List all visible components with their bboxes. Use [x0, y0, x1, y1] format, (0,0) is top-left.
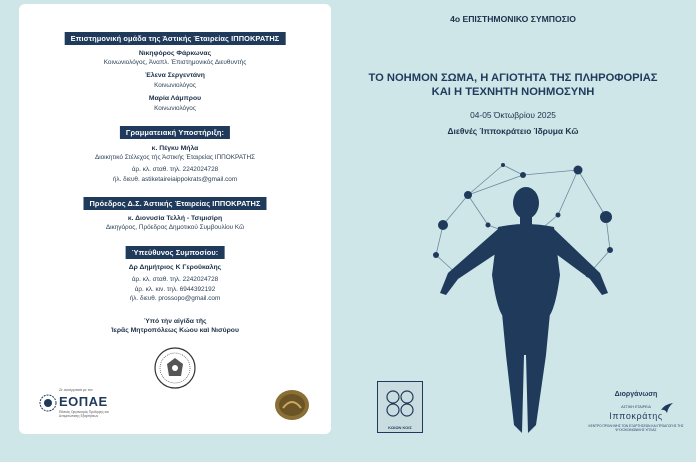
title-line1: ΤΟ ΝΟΗΜΟΝ ΣΩΜΑ, Η ΑΓΙΟΤΗΤΑ ΤΗΣ ΠΛΗΡΟΦΟΡΙΑΣ — [368, 72, 658, 84]
event-dates: 04-05 Όκτωβρίου 2025 — [470, 110, 556, 120]
secretariat-email: ήλ. διευθ. astiketaireiaippokrats@gmail.com — [112, 176, 238, 183]
eopae-label: Σε συνεργασία με τον — [59, 388, 93, 392]
organizer-subtitle: ΚΕΝΤΡΟ ΠΡΟΛΗΨΗΣ ΤΩΝ ΕΞΑΡΤΗΣΕΩΝ ΚΑΙ ΠΡΟΑΓΩΓΗΣ ΤΗΣ ΨΥΧΟΚΟΙΝΩΝΙΚΗΣ ΥΓΕΙΑΣ — [588, 424, 684, 432]
eopae-name: ΕΟΠΑΕ — [59, 394, 108, 409]
team-member-name: Νικηφόρος Φάρκωνας — [138, 50, 212, 57]
responsible-phone: άρ. κλ. σταθ. τηλ. 2242024728 — [131, 276, 219, 283]
team-member-name: Μαρία Λάμπρου — [148, 95, 202, 102]
responsible-name: Δρ Δημήτριος Κ Γεροϋκαλης — [128, 264, 222, 271]
secretariat-heading: Γραμματειακή Υποστήριξη: — [120, 126, 230, 139]
responsible-mobile: άρ. κλ. κιν. τηλ. 6944392192 — [134, 286, 216, 293]
team-member-role: Κοινωνιολόγος, Άναπλ. Έπιστημονικός Διευθυντής — [103, 59, 247, 66]
symposium-label: 4ο ΕΠΙΣΤΗΜΟΝΙΚΟ ΣΥΜΠΟΣΙΟ — [450, 14, 576, 24]
secretariat-phone: άρ. κλ. σταθ. τηλ. 2242024728 — [131, 166, 219, 173]
title-line2: ΚΑΙ Η ΤΕΧΝΗΤΗ ΝΟΗΜΟΣΥΝΗ — [431, 86, 595, 98]
koion-logo-text: ΚΩΙΩΝ ΚΟΙΣ — [388, 425, 412, 430]
metropolis-seal-icon — [153, 346, 197, 390]
president-name: κ. Διονυσία Τελλή - Τσιμισίρη — [127, 215, 223, 222]
organizer-label: Διοργάνωση — [614, 391, 658, 398]
auspices-line2: Ἱερᾶς Μητροπόλεως Κώου καὶ Νισύρου — [111, 327, 239, 334]
team-member-name: Έλενα Σεργεντάνη — [145, 72, 205, 79]
bird-logo-icon — [660, 402, 674, 414]
eopae-logo — [39, 388, 129, 424]
event-venue: Διεθνές Ίπποκράτειο Ίδρυμα Κῶ — [447, 126, 579, 136]
team-heading: Επιστημονική ομάδα της Άστικής Έταιρείας ΙΠΠΟΚΡΑΤΗΣ — [65, 32, 286, 45]
president-heading: Πρόεδρος Δ.Σ. Άστικής Έταιρείας ΙΠΠΟΚΡΑΤΗΣ — [83, 197, 266, 210]
auspices-line1: Ύπό τὴν αἰγίδα τῆς — [143, 318, 207, 325]
team-member-role: Κοινωνιολόγος — [154, 82, 196, 89]
eopae-mark-icon — [39, 392, 57, 414]
secretariat-name: κ. Πέγκυ Μήλα — [151, 145, 199, 152]
responsible-heading: Ύπεύθυνος Συμποσίου: — [126, 246, 225, 259]
team-member-role: Κοινωνιολόγος — [154, 105, 196, 112]
info-panel — [19, 4, 331, 434]
koion-logo — [377, 381, 423, 433]
human-network-figure-icon — [428, 155, 618, 445]
eopae-subtitle: Εθνικός Οργανισμός Πρόληψης και Αντιμετώπισης Εξαρτήσεων — [59, 410, 109, 418]
organizer-name: Ιπποκράτης — [609, 411, 663, 421]
secretariat-role: Διοικητικό Στέλεχος τής Άστικής Έταιρείας ΙΠΠΟΚΡΑΤΗΣ — [94, 154, 256, 161]
responsible-email: ήλ. διευθ. prossopo@gmail.com — [129, 295, 221, 302]
koion-emblem-icon — [384, 388, 416, 418]
president-role: Δικηγόρος, Πρόεδρος Δημοτικού Συμβουλίου Κῶ — [105, 224, 245, 231]
organizer-top: ΑΣΤΙΚΗ ΕΤΑΙΡΕΙΑ — [621, 405, 651, 409]
coin-logo-icon — [273, 388, 311, 422]
